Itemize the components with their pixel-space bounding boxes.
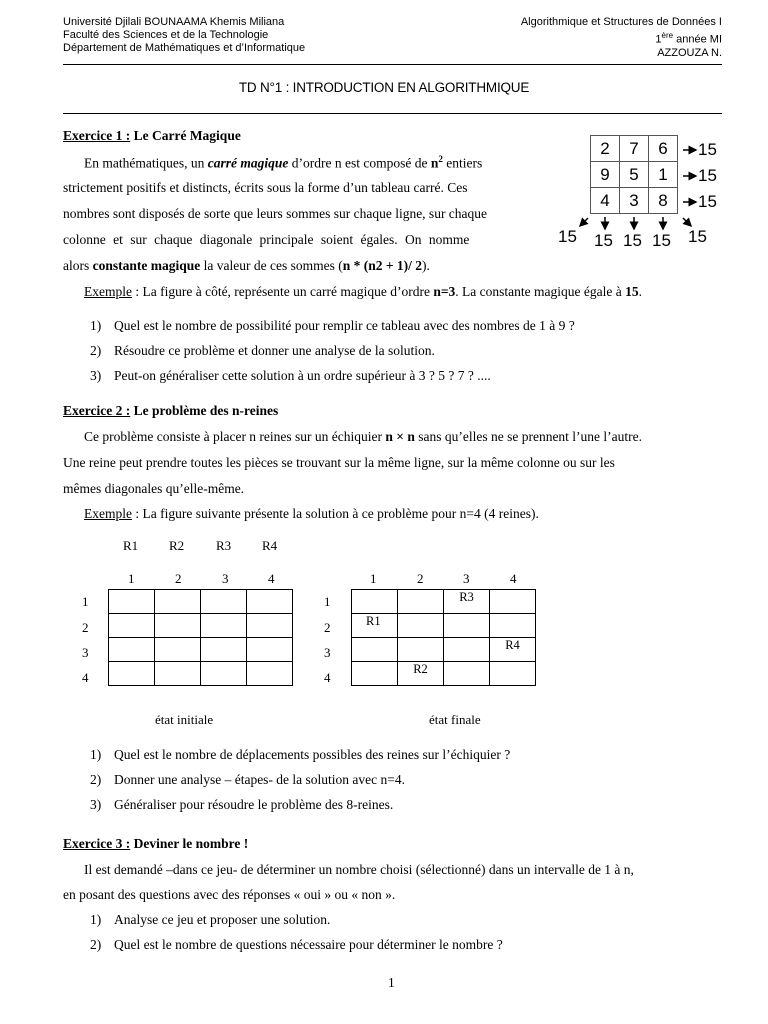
header-rule [63,64,722,65]
col-label: 1 [370,571,377,586]
queen-label: R4 [262,538,278,553]
page-number: 1 [388,975,395,990]
board-cell [490,662,536,686]
sum-col-3: 15 [652,231,671,250]
board-cell [352,662,398,686]
col-label: 2 [417,571,424,586]
row-label: 2 [82,620,89,635]
board-cell: R3 [444,590,490,614]
board-cell [444,614,490,638]
board-cell [109,638,155,662]
board-cell [201,662,247,686]
col-label: 4 [510,571,517,586]
board-cell: R1 [352,614,398,638]
square-cell: 9 [591,162,620,188]
board-cell [352,638,398,662]
header-institution [63,16,305,55]
board-cell [247,590,293,614]
sum-row-2: 15 [698,166,717,185]
header-course [521,16,722,60]
board-cell [201,614,247,638]
board-cell [155,662,201,686]
square-cell: 1 [649,162,678,188]
row-label: 4 [82,670,89,685]
ex2-line3: mêmes diagonales qu’elle-même. [63,481,245,496]
ex2-question-1: 1) Quel est le nombre de déplacements possibles des reines sur l’échiquier ? [90,747,511,762]
board-cell [247,614,293,638]
board-cell [398,638,444,662]
board-cell [490,614,536,638]
header-university: Université Djilali BOUNAAMA Khemis Miliana [63,16,285,28]
board-cell [444,662,490,686]
ex3-line2: en posant des questions avec des réponses « oui » ou « non ». [63,887,396,902]
row-label: 4 [324,670,331,685]
board-cell [109,662,155,686]
row-label: 3 [82,645,89,660]
col-label: 4 [268,571,275,586]
ex1-example: Exemple : La figure à côté, représente un carré magique d’ordre n=3. La constante magique égale à 15. [84,284,642,299]
ex1-line5: alors constante magique la valeur de ces sommes (n * (n2 + 1)/ 2). [63,258,430,273]
board-final [351,589,536,686]
header-faculty: Faculté des Sciences et de la Technologie [63,29,269,41]
queen-label: R1 [123,538,139,553]
ex1-line1: En mathématiques, un carré magique d’ordre n est composé de $n^2$ entiers [84,154,483,171]
ex1-question-2: 2) Résoudre ce problème et donner une analyse de la solution. [90,343,435,358]
row-label: 1 [324,594,331,609]
page-title: TD N°1 : INTRODUCTION EN ALGORITHMIQUE [238,80,530,95]
board-cell [109,614,155,638]
ex3-question-2: 2) Quel est le nombre de questions nécessaire pour déterminer le nombre ? [90,937,503,952]
square-cell: 8 [649,188,678,214]
sum-col-2: 15 [623,231,642,250]
col-label: 1 [128,571,135,586]
caption-final: état finale [429,712,481,727]
board-cell [444,638,490,662]
board-cell [398,590,444,614]
header-year: 1ère année MI [655,31,722,46]
board-cell [490,590,536,614]
board-cell [155,614,201,638]
caption-initial: état initiale [155,712,214,727]
board-cell: R2 [398,662,444,686]
sum-col-1: 15 [594,231,613,250]
square-cell: 4 [591,188,620,214]
square-cell: 7 [620,136,649,162]
square-cell: 5 [620,162,649,188]
ex3-title: Exercice 3 : Deviner le nombre ! [63,836,249,851]
ex1-line3: nombres sont disposés de sorte que leurs sommes sur chaque ligne, sur chaque [63,206,488,221]
board-cell: R4 [490,638,536,662]
row-label: 1 [82,594,89,609]
queen-label: R3 [216,538,232,553]
board-cell [247,638,293,662]
arrow-diag-right [683,218,691,226]
ex1-line4: colonne et sur chaque diagonale principale soient égales. On nomme [63,232,470,247]
board-cell [352,590,398,614]
board-cell [155,638,201,662]
ex1-title: Exercice 1 : Le Carré Magique [63,128,241,143]
ex1-question-1: 1) Quel est le nombre de possibilité pour remplir ce tableau avec des nombres de 1 à 9 ? [90,318,575,333]
header-author: AZZOUZA N. [657,46,722,59]
board-cell [247,662,293,686]
ex2-line2: Une reine peut prendre toutes les pièces se trouvant sur la même ligne, sur la même colonne ou sur les [63,455,615,470]
sum-diag-right: 15 [688,227,707,246]
ex3-line1: Il est demandé –dans ce jeu- de déterminer un nombre choisi (sélectionné) dans un intervalle de 1 à n, [84,862,634,877]
col-label: 2 [175,571,182,586]
title-rule [63,113,722,114]
sum-row-1: 15 [698,140,717,159]
ex1-question-3: 3) Peut-on généraliser cette solution à un ordre supérieur à 3 ? 5 ? 7 ? .... [90,368,491,383]
arrow-diag-left [580,218,588,226]
ex3-question-1: 1) Analyse ce jeu et proposer une solution. [90,912,331,927]
queen-label: R2 [169,538,185,553]
ex2-title: Exercice 2 : Le problème des n-reines [63,403,279,418]
row-label: 3 [324,645,331,660]
header-department: Département de Mathématiques et d’Informatique [63,42,306,54]
square-cell: 3 [620,188,649,214]
header-course-title: Algorithmique et Structures de Données I [520,16,722,28]
ex2-line1: Ce problème consiste à placer n reines sur un échiquier n × n sans qu’elles ne se prennent l’une l’autre. [84,429,643,444]
ex2-example: Exemple : La figure suivante présente la solution à ce problème pour n=4 (4 reines). [84,506,539,521]
sum-diag-left: 15 [558,227,577,246]
board-cell [109,590,155,614]
ex1-line2: strictement positifs et distincts, écrits sous la forme d’un tableau carré. Ces [63,180,468,195]
square-cell: 2 [591,136,620,162]
ex2-question-3: 3) Généraliser pour résoudre le problème des 8-reines. [90,797,394,812]
board-cell [201,590,247,614]
board-cell [201,638,247,662]
col-label: 3 [463,571,470,586]
square-cell: 6 [649,136,678,162]
board-initial [108,589,293,686]
row-label: 2 [324,620,331,635]
board-cell [155,590,201,614]
sum-row-3: 15 [698,192,717,211]
board-cell [398,614,444,638]
ex2-question-2: 2) Donner une analyse – étapes- de la solution avec n=4. [90,772,406,787]
col-label: 3 [222,571,229,586]
